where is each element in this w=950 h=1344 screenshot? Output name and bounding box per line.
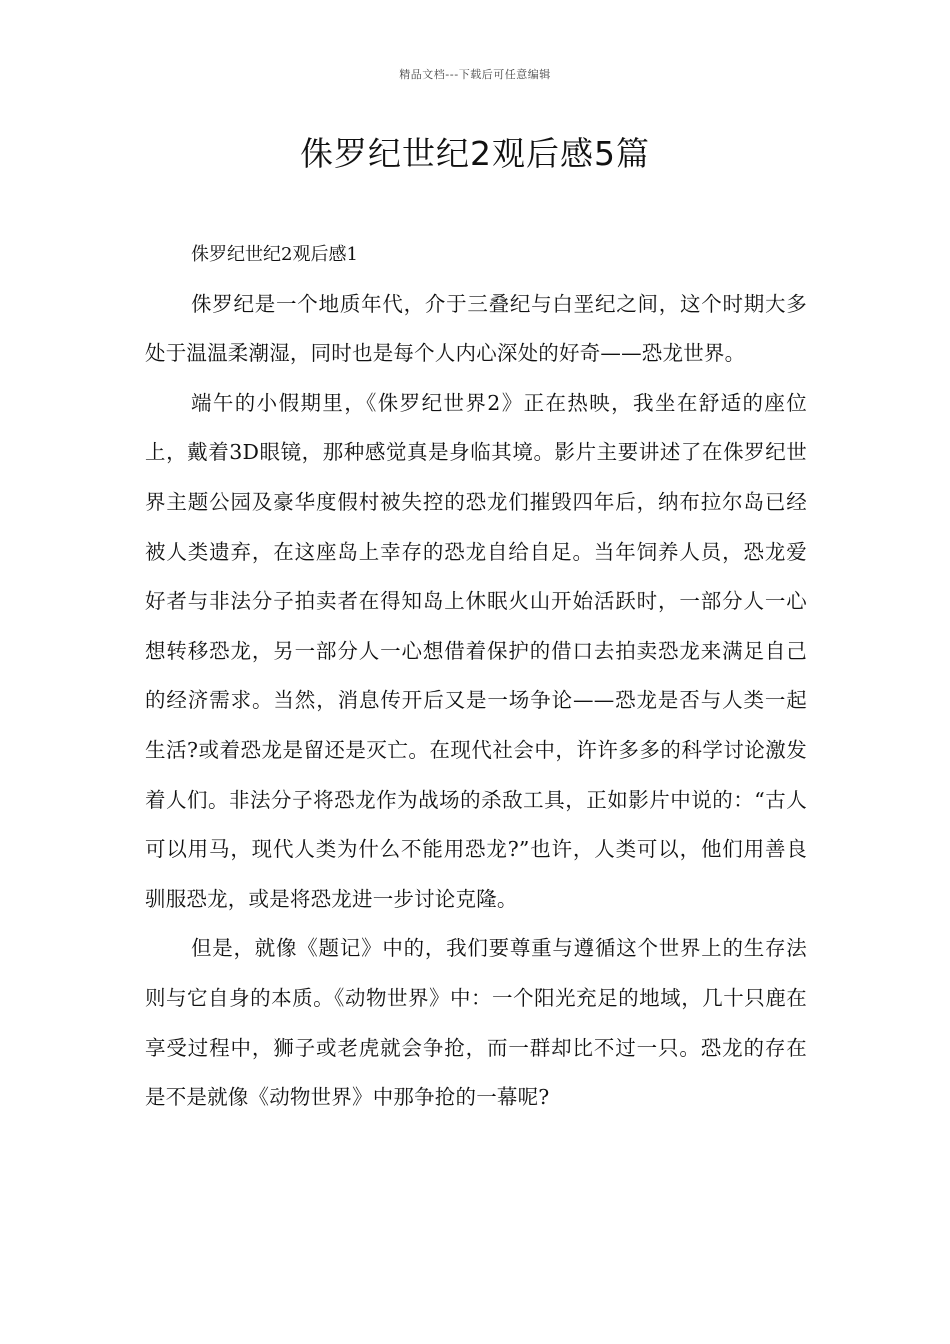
document-title: 侏罗纪世纪2观后感5篇 [300,134,650,173]
paragraph-1: 侏罗纪是一个地质年代，介于三叠纪与白垩纪之间，这个时期大多处于温温柔潮湿，同时也是每个人内心深处的好奇——恐龙世界。 [145,291,807,366]
section-title: 侏罗纪世纪2观后感1 [191,244,358,265]
document-body [145,230,807,1123]
paragraph-2: 端午的小假期里，《侏罗纪世界2》正在热映，我坐在舒适的座位上，戴着3D眼镜，那种感觉真是身临其境。影片主要讲述了在侏罗纪世界主题公园及豪华度假村被失控的恐龙们摧毁四年后，纳布拉尔岛已经被人类遗弃，在这座岛上幸存的恐龙自给自足。当年饲养人员，恐龙爱好者与非法分子拍卖者在得知岛上休眠火山开始活跃时，一部分人一心想转移恐龙，另一部分人一心想借着保护的借口去拍卖恐龙来满足自己的经济需求。当然，消息传开后又是一场争论——恐龙是否与人类一起生活?或着恐龙是留还是灭亡。在现代社会中，许许多多的科学讨论激发着人们。非法分子将恐龙作为战场的杀敌工具，正如影片中说的：“古人可以用马，现代人类为什么不能用恐龙?”也许，人类可以，他们用善良驯服恐龙，或是将恐龙进一步讨论克隆。 [145,390,807,911]
paragraph-3: 但是，就像《题记》中的，我们要尊重与遵循这个世界上的生存法则与它自身的本质。《动物世界》中：一个阳光充足的地域，几十只鹿在享受过程中，狮子或老虎就会争抢，而一群却比不过一只。恐龙的存在是不是就像《动物世界》中那争抢的一幕呢? [145,936,807,1110]
header-note: 精品文档---下载后可任意编辑 [399,68,551,81]
